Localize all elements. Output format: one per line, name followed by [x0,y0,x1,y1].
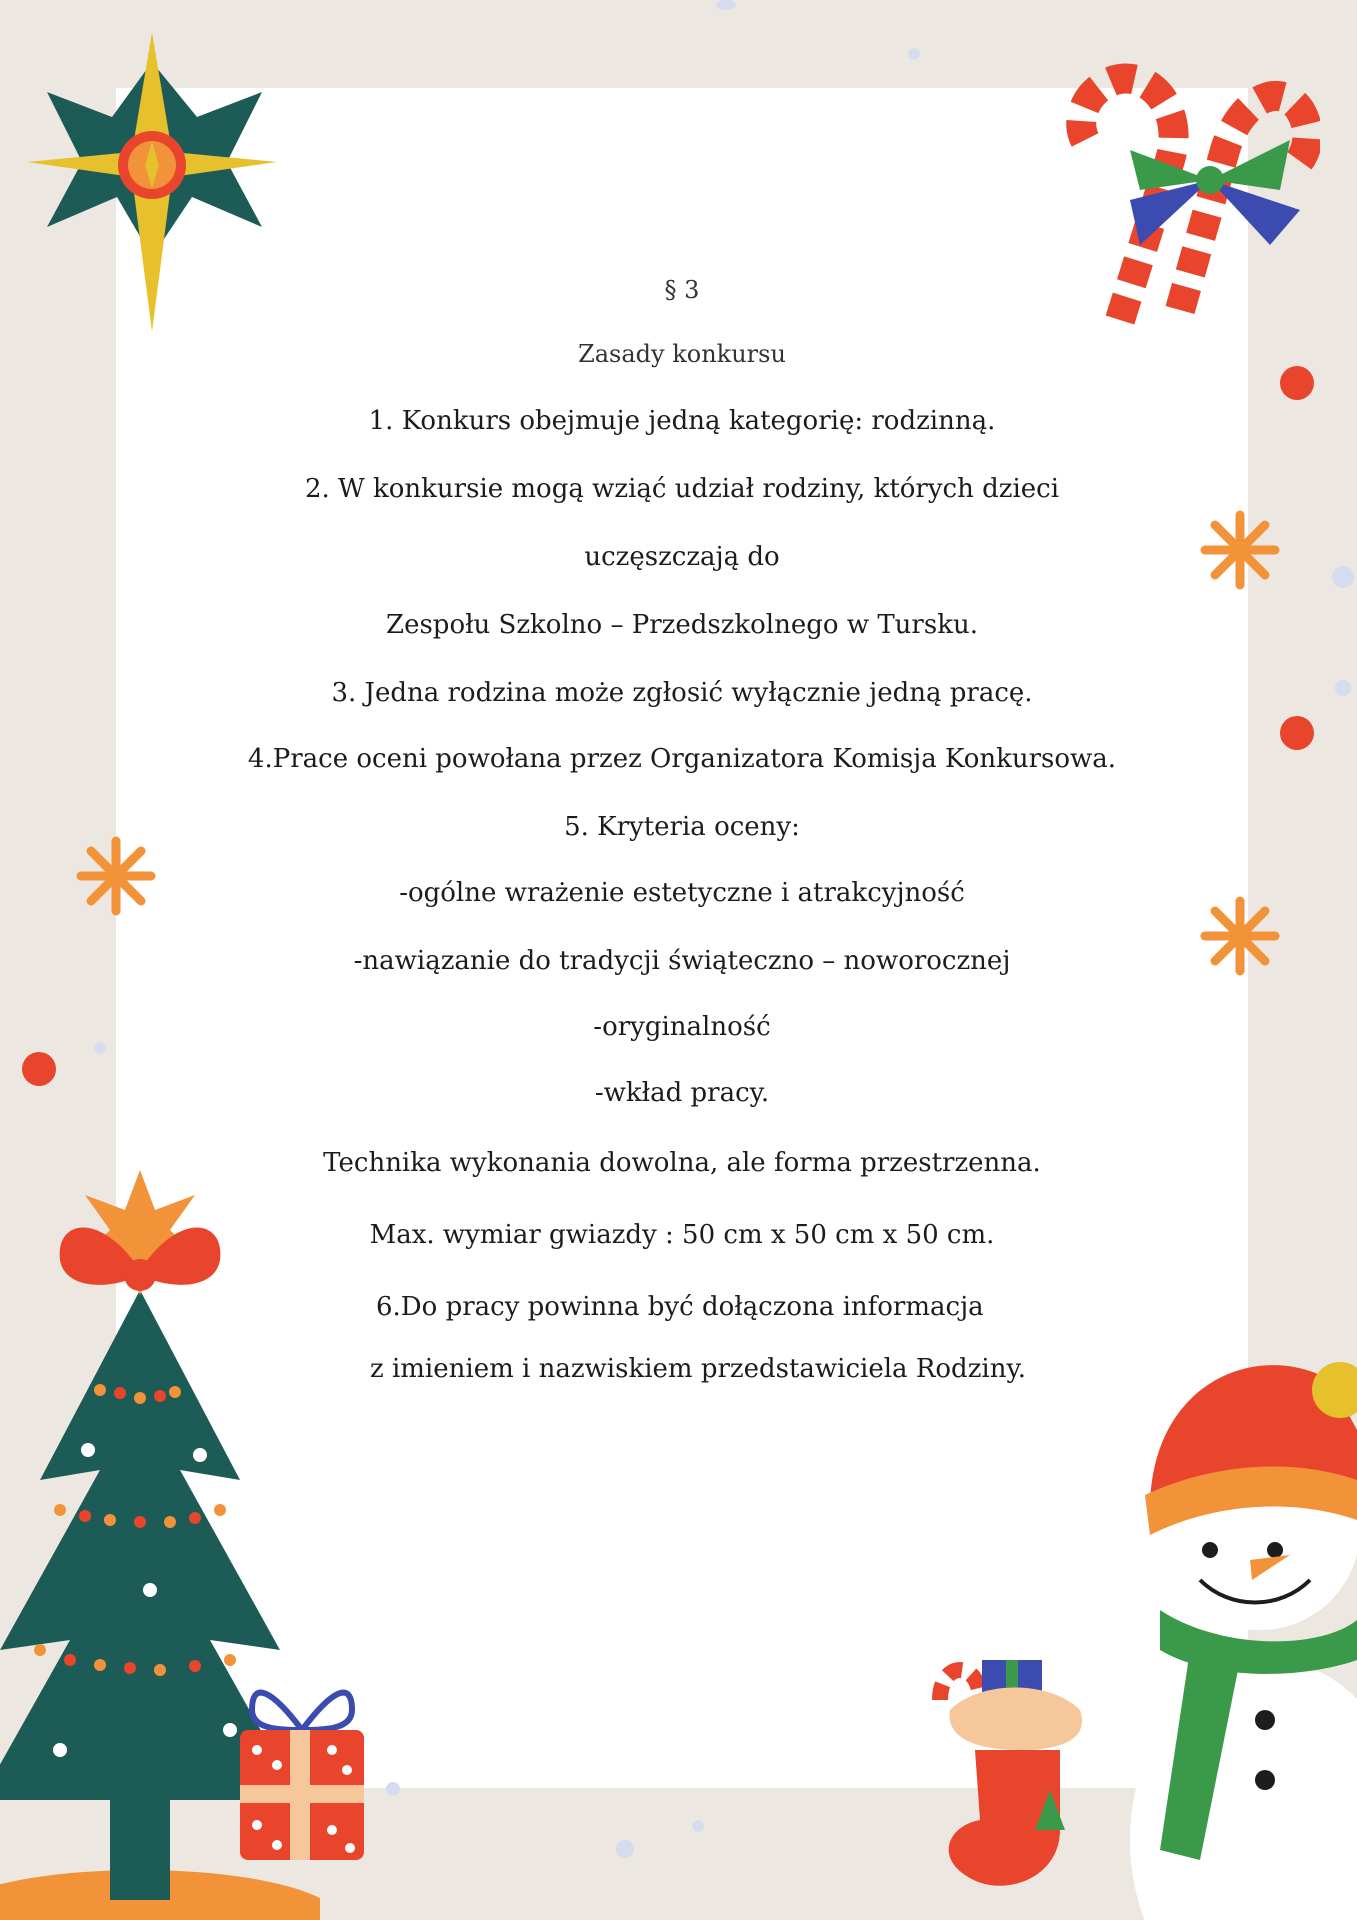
criteria-item: -wkład pracy. [594,1078,770,1108]
criteria-item: -ogólne wrażenie estetyczne i atrakcyjność [399,878,965,908]
rule-line: 6.Do pracy powinna być dołączona informacja [376,1292,984,1322]
gift-icon [232,1670,372,1870]
section-symbol: § 3 [664,276,700,304]
rule-line: z imieniem i nazwiskiem przedstawiciela Rodziny. [370,1354,1026,1384]
criteria-item: -oryginalność [593,1012,771,1042]
blue-dot [1335,680,1351,696]
rule-line: Technika wykonania dowolna, ale forma przestrzenna. [323,1148,1041,1178]
blue-dot [716,0,736,10]
rule-line: 1. Konkurs obejmuje jedną kategorię: rodzinną. [368,406,996,436]
red-dot [1280,366,1314,400]
rule-line: uczęszczają do [584,542,780,572]
rule-line: Zespołu Szkolno – Przedszkolnego w Tursku. [386,610,978,640]
snowman-icon [1100,1320,1357,1920]
blue-dot [1332,566,1354,588]
rule-line: Max. wymiar gwiazdy : 50 cm x 50 cm x 50 cm. [369,1220,995,1250]
rule-line: 3. Jedna rodzina może zgłosić wyłącznie jedną pracę. [331,678,1033,708]
rule-line: 4.Prace oceni powołana przez Organizatora Komisja Konkursowa. [247,744,1117,774]
section-title: Zasady konkursu [578,340,786,368]
rule-line: 2. W konkursie mogą wziąć udział rodziny, których dzieci [304,474,1060,504]
blue-dot [692,1820,704,1832]
blue-dot [94,1042,106,1054]
red-dot [22,1052,56,1086]
blue-dot [908,48,920,60]
blue-dot [616,1840,634,1858]
rule-line: 5. Kryteria oceny: [564,812,800,842]
red-dot [1280,716,1314,750]
criteria-item: -nawiązanie do tradycji świąteczno – noworocznej [353,946,1011,976]
blue-dot [386,1782,400,1796]
stocking-icon [920,1640,1100,1900]
